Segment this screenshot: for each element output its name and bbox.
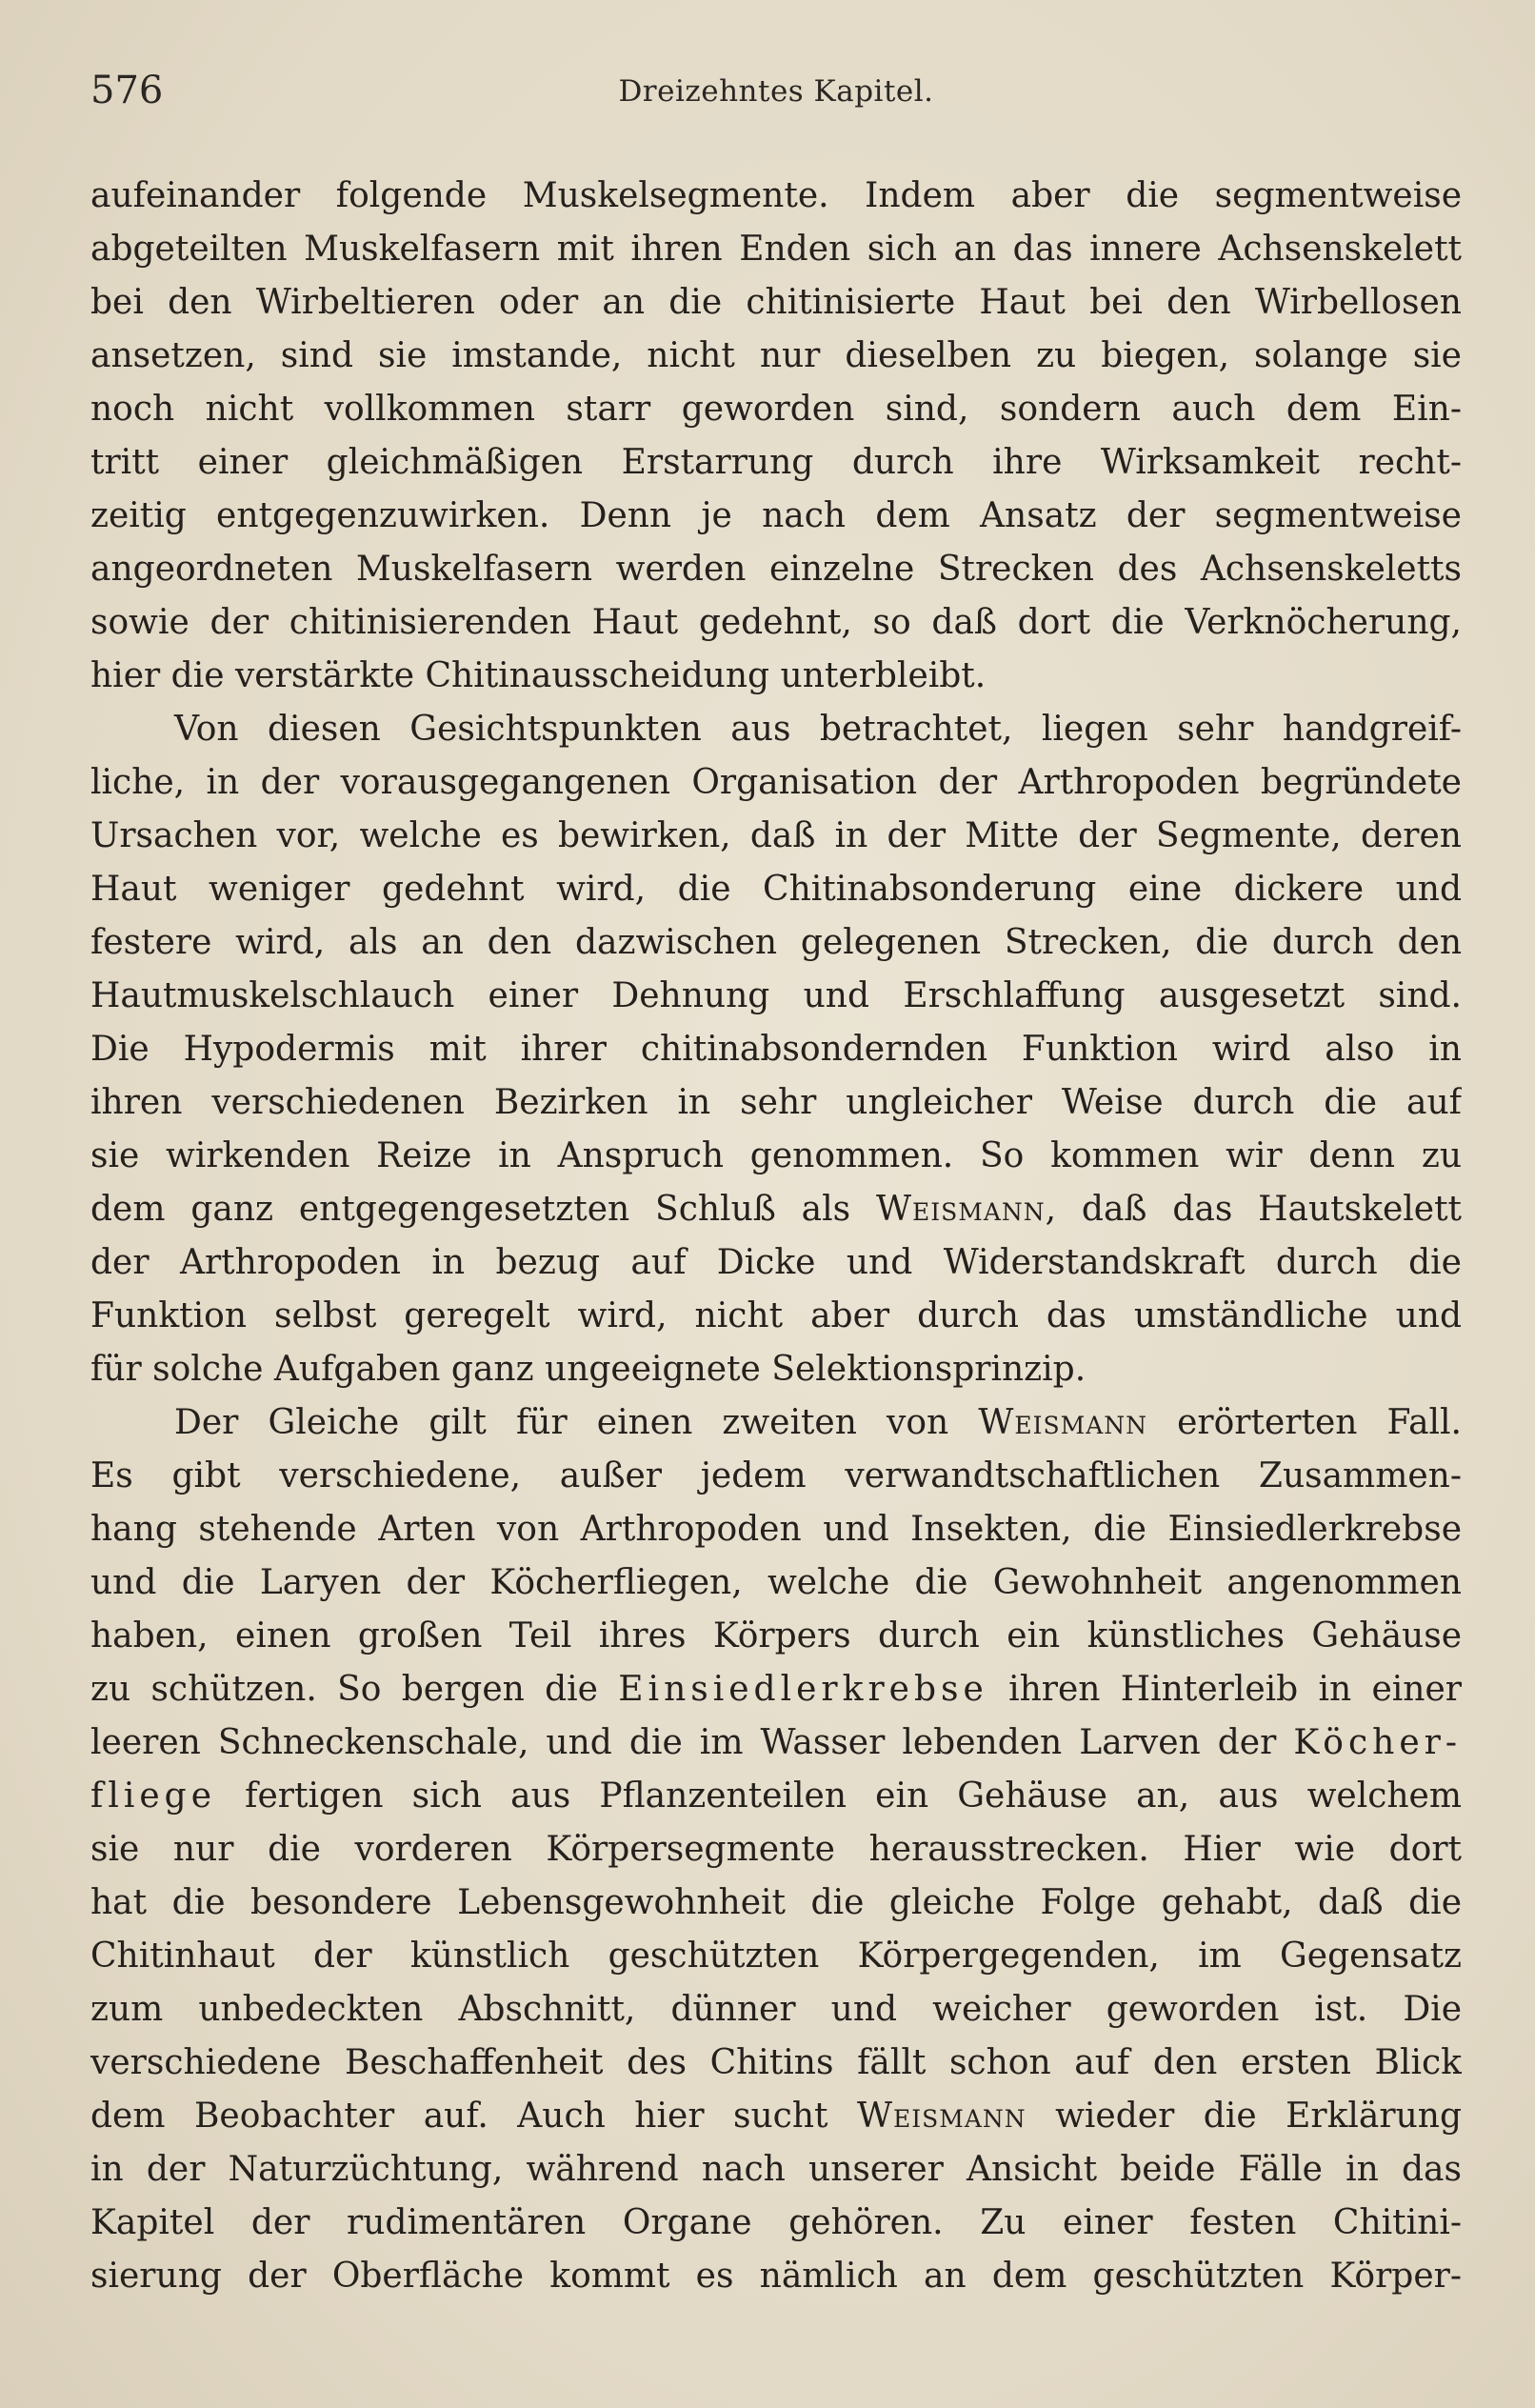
text-fragment: dem Beobachter auf. Auch hier sucht [90, 2097, 828, 2136]
text-line: noch nicht vollkommen starr geworden sind, sondern auch dem Ein- [90, 390, 1462, 429]
text-fragment: wieder die Erklärung [1026, 2097, 1462, 2136]
text-line: ihren verschiedenen Bezirken in sehr ungleicher Weise durch die auf [90, 1083, 1462, 1122]
text-line: Ursachen vor, welche es bewirken, daß in der Mitte der Segmente, deren [90, 816, 1462, 855]
text-line-mixed [90, 1716, 1462, 1770]
text-line: Haut weniger gedehnt wird, die Chitinabsonderung eine dickere und [90, 870, 1462, 909]
text-line: haben, einen großen Teil ihres Körpers durch ein künstliches Gehäuse [90, 1616, 1462, 1656]
text-line: angeordneten Muskelfasern werden einzelne Strecken des Achsenskeletts [90, 550, 1462, 589]
text-line: ansetzen, sind sie imstande, nicht nur dieselben zu biegen, solange sie [90, 336, 1462, 375]
text-line: Funktion selbst geregelt wird, nicht aber durch das umständliche und [90, 1296, 1462, 1335]
text-line: der Arthropoden in bezug auf Dicke und Widerstandskraft durch die [90, 1243, 1462, 1282]
text-line-mixed [90, 2090, 1462, 2143]
text-line: Die Hypodermis mit ihrer chitinabsondernden Funktion wird also in [90, 1030, 1462, 1069]
text-line: Chitinhaut der künstlich geschützten Körpergegenden, im Gegensatz [90, 1936, 1462, 1976]
text-line: liche, in der vorausgegangenen Organisation der Arthropoden begründete [90, 763, 1462, 802]
text-line: hat die besondere Lebensgewohnheit die gleiche Folge gehabt, daß die [90, 1883, 1462, 1922]
text-line: tritt einer gleichmäßigen Erstarrung durch ihre Wirksamkeit recht- [90, 443, 1462, 482]
text-fragment: fertigen sich aus Pflanzenteilen ein Gehäuse an, aus welchem [216, 1776, 1462, 1816]
text-fragment: erörterten Fall. [1147, 1403, 1462, 1442]
text-line: für solche Aufgaben ganz ungeeignete Selektionsprinzip. [90, 1350, 1086, 1389]
text-line: und die Laryen der Köcherfliegen, welche die Gewohnheit angenommen [90, 1563, 1462, 1602]
page-number: 576 [90, 69, 164, 112]
text-line: sierung der Oberfläche kommt es nämlich an dem geschützten Körper- [90, 2257, 1462, 2296]
text-line: bei den Wirbeltieren oder an die chitinisierte Haut bei den Wirbellosen [90, 283, 1462, 322]
spaced-term: fliege [90, 1776, 217, 1816]
text-fragment: dem ganz entgegengesetzten Schluß als [90, 1190, 851, 1229]
spaced-term: Einsiedlerkrebse [618, 1670, 988, 1709]
text-line-mixed [90, 1663, 1462, 1716]
text-line-mixed [90, 1396, 1462, 1450]
author-name: Weismann [978, 1403, 1147, 1442]
text-line: zum unbedeckten Abschnitt, dünner und weicher geworden ist. Die [90, 1990, 1462, 2029]
text-line: sie wirkenden Reize in Anspruch genommen. So kommen wir denn zu [90, 1136, 1462, 1175]
author-name: Weismann [856, 2097, 1027, 2136]
text-fragment: zu schützen. So bergen die [90, 1670, 598, 1709]
text-line: Es gibt verschiedene, außer jedem verwandtschaftlichen Zusammen- [90, 1456, 1462, 1495]
text-fragment: , daß das Hautskelett [1045, 1190, 1462, 1229]
text-line: sie nur die vorderen Körpersegmente herausstrecken. Hier wie dort [90, 1830, 1462, 1869]
text-line: sowie der chitinisierenden Haut gedehnt, so daß dort die Verknöcherung, [90, 603, 1462, 642]
text-line: Von diesen Gesichtspunkten aus betrachtet, liegen sehr handgreif- [174, 710, 1462, 749]
text-fragment: leeren Schneckenschale, und die im Wasser lebenden Larven der [90, 1723, 1277, 1762]
text-line: abgeteilten Muskelfasern mit ihren Enden sich an das innere Achsenskelett [90, 230, 1462, 269]
author-name: Weismann [875, 1190, 1046, 1229]
text-line: Hautmuskelschlauch einer Dehnung und Erschlaffung ausgesetzt sind. [90, 976, 1462, 1015]
text-line: festere wird, als an den dazwischen gelegenen Strecken, die durch den [90, 923, 1462, 962]
spaced-term: Köcher- [1293, 1723, 1462, 1762]
text-line: hier die verstärkte Chitinausscheidung unterbleibt. [90, 656, 987, 695]
text-line-mixed [90, 1183, 1462, 1236]
text-line-mixed [90, 1770, 1462, 1823]
text-line: zeitig entgegenzuwirken. Denn je nach dem Ansatz der segmentweise [90, 496, 1462, 535]
text-line: verschiedene Beschaffenheit des Chitins fällt schon auf den ersten Blick [90, 2043, 1462, 2082]
text-fragment: Der Gleiche gilt für einen zweiten von [174, 1403, 949, 1442]
running-head: Dreizehntes Kapitel. [618, 74, 934, 109]
text-fragment: ihren Hinterleib in einer [987, 1670, 1462, 1709]
text-line: hang stehende Arten von Arthropoden und Insekten, die Einsiedlerkrebse [90, 1510, 1462, 1549]
page-header [90, 69, 1462, 126]
text-line: Kapitel der rudimentären Organe gehören. Zu einer festen Chitini- [90, 2203, 1462, 2242]
body-text [90, 170, 1462, 2303]
text-line: aufeinander folgende Muskelsegmente. Indem aber die segmentweise [90, 176, 1462, 215]
text-line: in der Naturzüchtung, während nach unserer Ansicht beide Fälle in das [90, 2150, 1462, 2189]
